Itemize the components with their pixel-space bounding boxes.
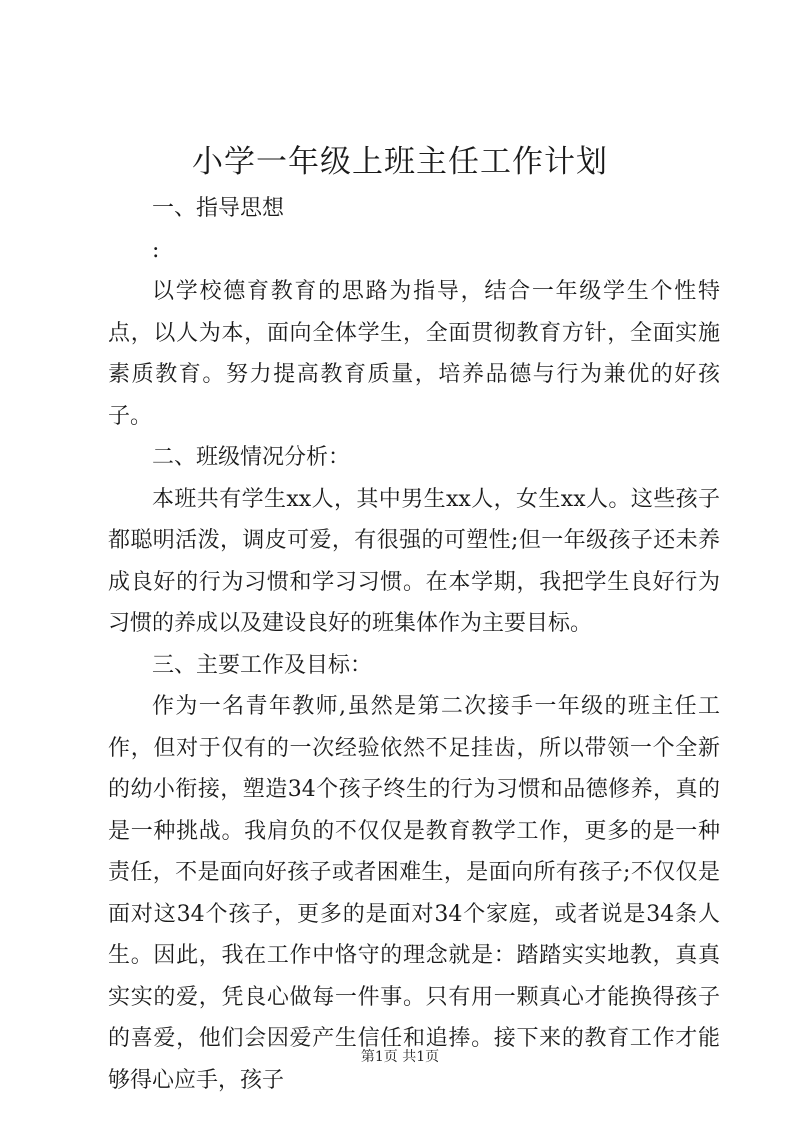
section-3-heading: 三、主要工作及目标： — [152, 652, 373, 678]
document-body — [108, 188, 720, 1101]
section-2-heading: 二、班级情况分析： — [152, 445, 351, 470]
section-3-paragraph: 作为一名青年教师,虽然是第二次接手一年级的班主任工作，但对于仅有的一次经验依然不足挂齿，所以带领一个全新的幼小衔接，塑造34个孩子终生的行为习惯和品德修养，真的是一种挑战。我肩负的不仅仅是教育教学工作，更多的是一种责任，不是面向好孩子或者困难生，是面向所有孩子;不仅仅是面对这34个孩子，更多的是面对34个家庭，或者说是34条人生。因此，我在工作中恪守的理念就是：踏踏实实地教，真真实实的爱，凭良心做每一件事。只有用一颗真心才能换得孩子的喜爱，他们会因爱产生信任和追捧。接下来的教育工作才能够得心应手，孩子 — [108, 694, 720, 1093]
section-2-paragraph: 本班共有学生xx人，其中男生xx人，女生xx人。这些孩子都聪明活泼，调皮可爱，有很强的可塑性;但一年级孩子还未养成良好的行为习惯和学习习惯。在本学期，我把学生良好行为习惯的养成以及建设良好的班集体作为主要目标。 — [108, 486, 720, 636]
section-1-colon: : — [152, 237, 160, 263]
page-number-footer: 第1页 共1页 — [360, 1049, 440, 1065]
section-1-heading: 一、指导思想 — [152, 196, 285, 221]
document-title: 小学一年级上班主任工作计划 — [192, 144, 608, 180]
section-1-paragraph: 以学校德育教育的思路为指导，结合一年级学生个性特点，以人为本，面向全体学生，全面贯彻教育方针，全面实施素质教育。努力提高教育质量，培养品德与行为兼优的好孩子。 — [108, 279, 720, 429]
